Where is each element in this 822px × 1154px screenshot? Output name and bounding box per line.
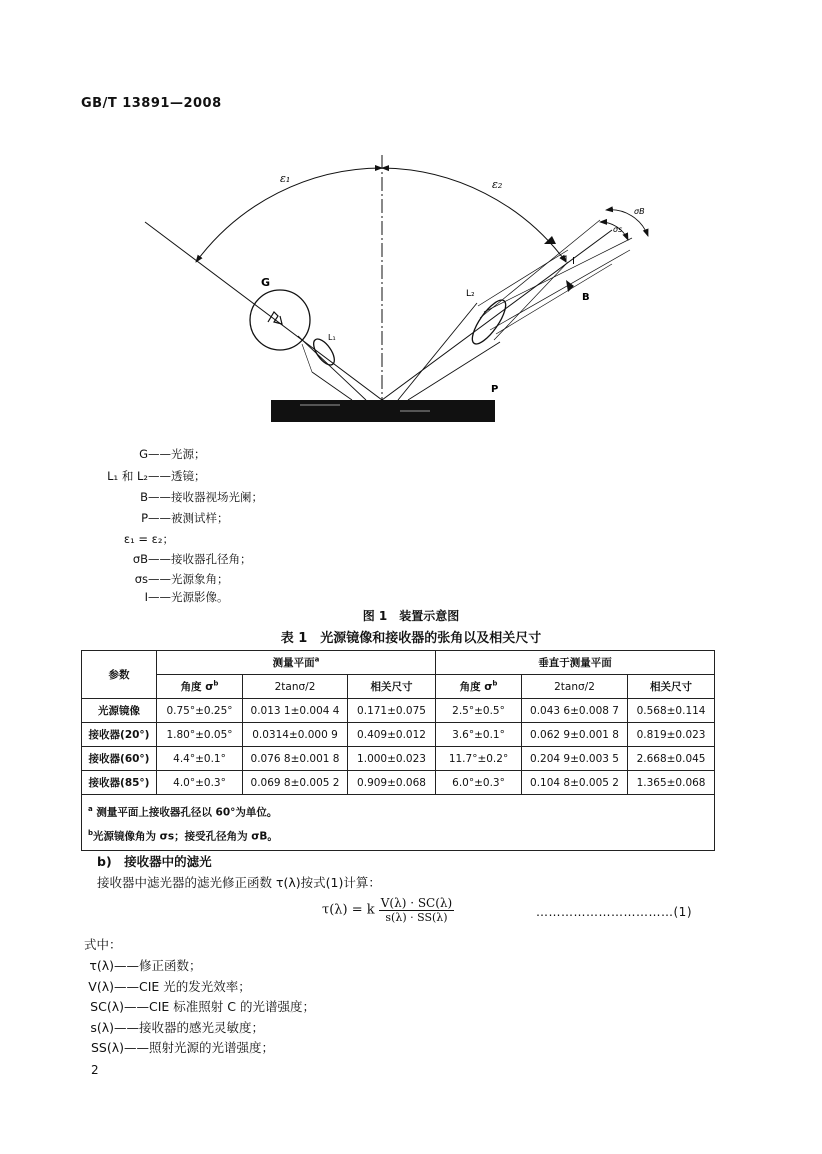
definition-row: s(λ)——接收器的感光灵敏度； (90, 1019, 265, 1035)
col-header-angle: 角度 $\sigma^b$ (436, 675, 522, 699)
figure-caption: 图 1 装置示意图 (362, 609, 460, 623)
definition-row: SS(λ)——照射光源的光谱强度； (90, 1040, 275, 1055)
table-row: 接收器(20°) 1.80°±0.05° 0.0314±0.000 9 0.409±0.012 3.6°±0.1° 0.062 9±0.001 8 0.819±0.023 (82, 723, 715, 747)
table-row: 接收器(85°) 4.0°±0.3° 0.069 8±0.005 2 0.909±0.068 6.0°±0.3° 0.104 8±0.005 2 1.365±0.068 (82, 771, 715, 795)
formula-lhs: τ(λ) = k (322, 902, 375, 918)
table-notes (82, 795, 715, 851)
legend-row: σs——光源象角； (134, 572, 229, 586)
label-eps1: ε₁ (280, 172, 291, 185)
legend-row: ε₁ = ε₂； (123, 532, 174, 546)
col-header-size: 相关尺寸 (348, 675, 436, 699)
note-a: $^a$ 测量平面上接收器孔径以 60°为单位。 (88, 805, 278, 819)
table-caption: 表 1 光源镜像和接收器的张角以及相关尺寸 (280, 631, 542, 646)
label-I: I (572, 256, 575, 267)
param-header: 参数 (82, 651, 157, 699)
label-eps2: ε₂ (492, 178, 503, 191)
legend-row: σB——接收器孔径角； (132, 552, 252, 566)
label-P: P (491, 384, 499, 395)
label-sigmaS: σs (613, 225, 623, 234)
reflected-axis-line (382, 230, 612, 400)
group-header-measurement-plane: 测量平面$^a$ (157, 651, 436, 675)
definition-row: SC(λ)——CIE 标准照射 C 的光谱强度； (90, 999, 315, 1014)
section-b-intro: 接收器中滤光器的滤光修正函数 τ(λ)按式(1)计算： (97, 875, 381, 890)
apparatus-diagram (0, 0, 822, 440)
incident-axis-line (145, 222, 382, 400)
legend-row: G——光源； (139, 447, 206, 461)
legend-row: L₁ 和 L₂——透镜； (107, 469, 206, 483)
test-sample (271, 400, 495, 422)
arc-epsilon-2 (382, 168, 566, 262)
table-row: 光源镜像 0.75°±0.25° 0.013 1±0.004 4 0.171±0.075 2.5°±0.5° 0.043 6±0.008 7 0.568±0.114 (82, 699, 715, 723)
page-number: 2 (91, 1063, 99, 1077)
aperture-stop-upper (544, 236, 556, 244)
legend-row: I——光源影像。 (144, 590, 229, 604)
formula-fraction (379, 896, 454, 924)
label-L1: L₁ (328, 333, 336, 342)
legend-row: P——被测试样； (141, 511, 229, 525)
definition-row: τ(λ)——修正函数； (89, 958, 202, 973)
filament (268, 312, 282, 324)
standard-number-header: GB/T 13891—2008 (81, 96, 222, 111)
light-source-circle (250, 290, 310, 350)
col-header-size: 相关尺寸 (628, 675, 715, 699)
definition-row: V(λ)——CIE 光的发光效率； (88, 978, 251, 994)
formula-denominator: s(λ) · SS(λ) (385, 911, 448, 924)
col-header-tan: 2tanσ/2 (522, 675, 628, 699)
group-header-perpendicular-plane: 垂直于测量平面 (436, 651, 715, 675)
equation-number: ……………………………(1) (536, 905, 692, 919)
aperture-stop-lower (566, 280, 574, 292)
note-b: $^b$光源镜像角为 σs；接受孔径角为 σB。 (88, 828, 278, 842)
label-G: G (261, 276, 271, 289)
angles-table (81, 650, 715, 851)
symbol-definitions (84, 956, 315, 1059)
formula-numerator: V(λ) · SC(λ) (380, 896, 453, 910)
label-B: B (582, 292, 590, 303)
label-sigmaB: σB (634, 207, 645, 216)
label-L2: L₂ (466, 289, 475, 299)
section-b-title: b) 接收器中的滤光 (97, 854, 212, 869)
col-header-angle: 角度 $\sigma^b$ (157, 675, 243, 699)
legend-row: B——接收器视场光阑； (140, 490, 263, 504)
table-row: 接收器(60°) 4.4°±0.1° 0.076 8±0.001 8 1.000±0.023 11.7°±0.2° 0.204 9±0.003 5 2.668±0.045 (82, 747, 715, 771)
formula-1 (322, 896, 454, 924)
where-label: 式中： (84, 937, 122, 952)
col-header-tan: 2tanσ/2 (243, 675, 348, 699)
